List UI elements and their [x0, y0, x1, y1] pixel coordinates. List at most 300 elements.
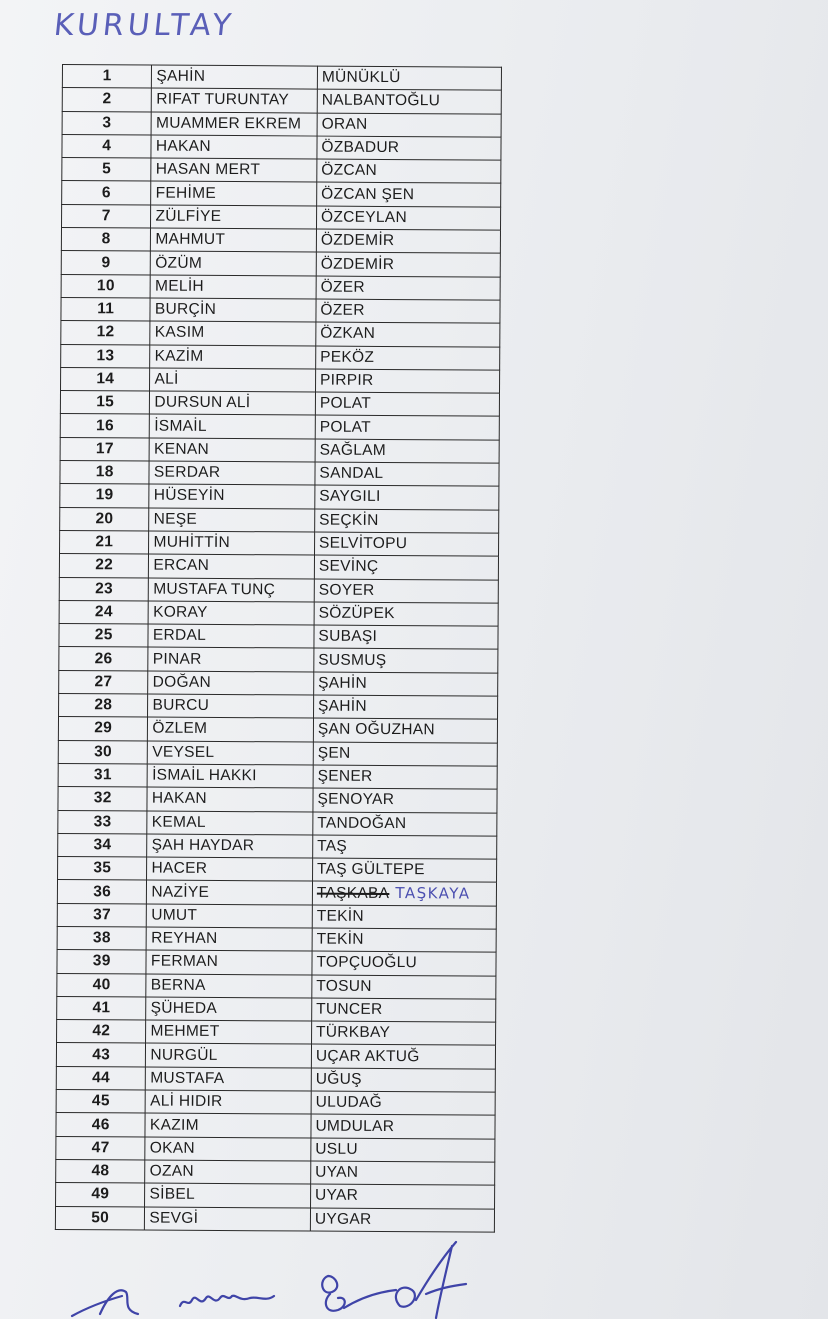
table-row: [61, 297, 500, 323]
table-row: [57, 973, 496, 999]
row-number: [61, 228, 151, 252]
last-name: [315, 439, 499, 463]
last-name: [314, 625, 498, 649]
row-number: [62, 134, 152, 158]
first-name-text: KEMAL: [151, 813, 206, 831]
last-name: [313, 835, 497, 859]
first-name-text: ZÜLFİYE: [155, 207, 222, 225]
first-name: [150, 391, 316, 415]
row-number-text: 40: [92, 975, 111, 994]
first-name: [151, 205, 317, 229]
row-number-text: 7: [101, 207, 111, 225]
table-row: [61, 274, 500, 300]
first-name: [147, 927, 313, 951]
last-name: [313, 718, 497, 742]
row-number-text: 21: [95, 533, 114, 551]
table-row: [61, 228, 500, 254]
first-name-text: SERDAR: [153, 463, 221, 482]
handwritten-heading: KURULTAY: [52, 8, 237, 43]
last-name: [317, 136, 501, 160]
first-name-text: SİBEL: [149, 1185, 196, 1204]
row-number: [62, 158, 152, 182]
row-number-text: 1: [102, 67, 112, 85]
row-number: [59, 694, 149, 718]
first-name: [147, 857, 313, 881]
last-name: [312, 881, 496, 905]
first-name: [146, 1020, 312, 1044]
last-name: [317, 183, 501, 207]
first-name-text: REYHAN: [151, 929, 218, 948]
row-number: [58, 833, 148, 857]
first-name-text: VEYSEL: [152, 743, 215, 761]
first-name-text: ALİ: [154, 370, 179, 388]
first-name: [149, 554, 315, 578]
first-name-text: FERMAN: [150, 952, 219, 971]
first-name: [147, 787, 313, 811]
first-name-text: UMUT: [151, 906, 198, 924]
first-name: [149, 601, 315, 625]
last-name-text: ÖZER: [320, 278, 365, 296]
last-name: [314, 579, 498, 603]
first-name-text: MUSTAFA TUNÇ: [153, 580, 276, 598]
table-row: [59, 624, 498, 650]
last-name-text: MÜNÜKLÜ: [321, 68, 401, 87]
row-number-text: 30: [94, 742, 112, 761]
last-name-text: UÇAR AKTUĞ: [315, 1047, 420, 1065]
last-name: [311, 1114, 495, 1138]
row-number: [57, 973, 147, 997]
first-name: [147, 904, 313, 928]
last-name: [315, 369, 499, 393]
table-row: [56, 1136, 495, 1162]
last-name-text: TUNCER: [316, 1000, 383, 1018]
first-name-text: ÖZÜM: [155, 254, 203, 272]
first-name-text: HACER: [151, 859, 208, 878]
last-name: [312, 905, 496, 929]
table-row: [58, 810, 497, 836]
table-row: [62, 65, 501, 91]
signatures: [60, 1236, 480, 1319]
row-number: [61, 367, 151, 391]
first-name-text: KASIM: [154, 323, 205, 342]
last-name-text: TEKİN: [316, 930, 364, 948]
first-name-text: PINAR: [152, 650, 202, 668]
row-number-text: 32: [93, 789, 112, 807]
first-name: [150, 345, 316, 369]
row-number-text: 16: [96, 416, 114, 434]
first-name-text: NEŞE: [153, 510, 198, 528]
table-row: [59, 577, 498, 603]
row-number-text: 18: [95, 463, 114, 481]
first-name-text: İSMAİL HAKKI: [152, 766, 257, 785]
first-name-text: MUAMMER EKREM: [156, 114, 302, 133]
row-number-text: 26: [94, 649, 113, 667]
first-name-text: KAZİM: [154, 347, 204, 365]
last-name-text: USLU: [315, 1140, 358, 1158]
row-number-text: 19: [95, 486, 114, 504]
row-number: [62, 181, 152, 205]
table-row: [62, 111, 501, 137]
last-name-text: ÖZDEMİR: [320, 255, 395, 273]
row-number: [59, 624, 149, 648]
last-name-text: ŞAN OĞUZHAN: [317, 721, 435, 739]
last-name: [312, 858, 496, 882]
table-row: [60, 461, 499, 487]
first-name: [149, 484, 315, 508]
row-number: [61, 297, 151, 321]
first-name: [149, 578, 315, 602]
last-name: [310, 1208, 494, 1232]
last-name-text: SUBAŞI: [318, 627, 378, 646]
first-name-text: NURGÜL: [150, 1046, 218, 1064]
last-name-text: ÖZDEMİR: [320, 231, 395, 250]
last-name: [315, 392, 499, 416]
last-name: [315, 416, 499, 440]
signature-1: [72, 1290, 138, 1316]
row-number-text: 20: [95, 509, 114, 528]
first-name: [148, 764, 314, 788]
first-name: [151, 135, 317, 159]
first-name: [148, 624, 314, 648]
row-number: [60, 437, 150, 461]
signature-4: [396, 1242, 466, 1318]
row-number: [60, 507, 150, 531]
last-name-text: POLAT: [319, 394, 372, 413]
table-row: [58, 833, 497, 859]
table-row: [59, 554, 498, 580]
first-name: [152, 88, 318, 112]
last-name: [311, 1021, 495, 1045]
first-name: [150, 368, 316, 392]
first-name: [150, 414, 316, 438]
row-number-text: 4: [102, 137, 112, 155]
last-name-text: ŞAHİN: [318, 674, 368, 692]
table-row: [60, 414, 499, 440]
last-name: [311, 1138, 495, 1162]
table-row: [56, 1113, 495, 1139]
last-name: [311, 1161, 495, 1185]
last-name: [317, 113, 501, 137]
row-number-text: 17: [95, 440, 114, 458]
row-number: [61, 344, 151, 368]
last-name: [313, 812, 497, 836]
first-name: [151, 251, 317, 275]
row-number: [56, 1043, 146, 1067]
table-row: [59, 647, 498, 673]
last-name-text: SÖZÜPEK: [318, 604, 395, 623]
last-name: [312, 975, 496, 999]
row-number-text: 38: [92, 929, 111, 947]
first-name-text: BURCU: [152, 696, 210, 715]
last-name-text: SEVİNÇ: [318, 557, 379, 576]
last-name-text: TANDOĞAN: [317, 814, 407, 832]
first-name-text: DOĞAN: [152, 673, 212, 691]
row-number: [56, 1183, 146, 1207]
table-row: [56, 1183, 495, 1209]
first-name-text: KENAN: [154, 440, 210, 458]
first-name-text: MAHMUT: [155, 230, 226, 249]
first-name: [151, 275, 317, 299]
row-number-text: 2: [102, 90, 112, 108]
table-row: [56, 1043, 495, 1069]
first-name: [145, 1160, 311, 1184]
first-name: [151, 182, 317, 206]
table-row: [57, 903, 496, 929]
row-number: [58, 763, 148, 787]
row-number-text: 10: [96, 277, 115, 295]
table-row: [59, 600, 498, 626]
last-name: [310, 1184, 494, 1208]
row-number-text: 49: [91, 1185, 110, 1203]
row-number: [61, 321, 151, 345]
row-number: [59, 647, 149, 671]
row-number: [59, 600, 149, 624]
row-number-text: 15: [96, 393, 115, 411]
first-name-text: MELİH: [155, 277, 205, 295]
row-number: [62, 65, 152, 89]
first-name-text: MUSTAFA: [150, 1069, 225, 1087]
table-row: [61, 367, 500, 393]
last-name-text: UMDULAR: [315, 1117, 395, 1135]
last-name: [314, 602, 498, 626]
last-name-text: SOYER: [318, 581, 375, 599]
first-name-text: ERCAN: [153, 556, 210, 575]
last-name: [314, 555, 498, 579]
first-name: [151, 228, 317, 252]
handwritten-correction: TAŞKAYA: [395, 884, 471, 903]
last-name-text: PEKÖZ: [320, 348, 375, 366]
last-name: [316, 252, 500, 276]
row-number-text: 5: [102, 160, 112, 178]
row-number: [60, 484, 150, 508]
table-row: [57, 1020, 496, 1046]
last-name-text: TEKİN: [316, 907, 364, 925]
first-name: [146, 950, 312, 974]
table-row: [60, 507, 499, 533]
row-number-text: 47: [91, 1138, 110, 1157]
last-name-text: SUSMUŞ: [318, 651, 387, 669]
table-row: [58, 857, 497, 883]
signature-3: [322, 1276, 396, 1311]
table-row: [61, 344, 500, 370]
row-number: [56, 1136, 146, 1160]
row-number: [59, 577, 149, 601]
last-name: [317, 89, 501, 113]
last-name-text: ULUDAĞ: [315, 1093, 383, 1112]
first-name-text: ERDAL: [152, 626, 207, 645]
last-name: [311, 1091, 495, 1115]
row-number-text: 14: [96, 370, 115, 388]
row-number: [56, 1113, 146, 1137]
row-number-text: 23: [95, 579, 113, 597]
first-name-text: BURÇİN: [154, 300, 217, 319]
first-name-text: HAKAN: [155, 137, 211, 155]
table-row: [61, 251, 500, 277]
last-name: [314, 532, 498, 556]
table-row: [57, 996, 496, 1022]
last-name-text: ÖZBADUR: [321, 138, 400, 157]
last-name-text: SELVİTOPU: [318, 534, 408, 553]
last-name: [313, 742, 497, 766]
row-number: [58, 787, 148, 811]
last-name-text: SEÇKİN: [319, 511, 379, 529]
first-name-text: HÜSEYİN: [153, 487, 225, 505]
first-name: [146, 1043, 312, 1067]
first-name-text: KORAY: [153, 603, 208, 621]
first-name: [147, 880, 313, 904]
row-number: [58, 717, 148, 741]
table-row: [56, 1090, 495, 1116]
last-name-text: TOPÇUOĞLU: [316, 953, 418, 972]
last-name: [313, 788, 497, 812]
row-number-text: 25: [94, 626, 113, 644]
last-name-text: SAĞLAM: [319, 441, 387, 459]
first-name-text: MUHİTTİN: [153, 533, 231, 552]
last-name-text: UYAR: [314, 1186, 359, 1205]
last-name: [312, 951, 496, 975]
row-number: [57, 903, 147, 927]
last-name: [315, 509, 499, 533]
last-name: [311, 1045, 495, 1069]
first-name-text: OKAN: [149, 1139, 196, 1157]
first-name-text: NAZİYE: [151, 883, 210, 901]
last-name-text: PIRPIR: [319, 371, 374, 389]
last-name: [316, 276, 500, 300]
table-row: [58, 740, 497, 766]
table-row: [59, 670, 498, 696]
first-name-text: ALİ HIDIR: [150, 1092, 223, 1111]
row-number: [56, 1066, 146, 1090]
first-name: [147, 811, 313, 835]
table-row: [58, 763, 497, 789]
row-number-text: 3: [102, 113, 112, 132]
last-name-text: NALBANTOĞLU: [321, 92, 441, 110]
row-number: [58, 810, 148, 834]
last-name-text: TAŞKABA: [316, 884, 390, 903]
last-name: [317, 159, 501, 183]
last-name-text: ÖZCAN: [321, 161, 378, 180]
row-number: [62, 204, 152, 228]
first-name-text: ŞAHİN: [156, 67, 206, 86]
first-name: [151, 158, 317, 182]
table-row: [62, 158, 501, 184]
table-row: [57, 880, 496, 906]
row-number-text: 42: [92, 1022, 111, 1040]
first-name-text: İSMAİL: [154, 417, 207, 435]
signature-2: [180, 1296, 274, 1306]
last-name-text: SAYGILI: [319, 488, 381, 506]
last-name-text: ŞAHİN: [317, 697, 367, 716]
first-name-text: BERNA: [150, 976, 206, 994]
names-table: [55, 64, 502, 1233]
row-number: [61, 251, 151, 275]
last-name: [313, 765, 497, 789]
first-name: [150, 298, 316, 322]
row-number: [60, 530, 150, 554]
row-number: [59, 554, 149, 578]
row-number-text: 6: [101, 183, 111, 201]
first-name-text: ÖZLEM: [152, 720, 208, 738]
row-number: [55, 1206, 145, 1230]
first-name: [150, 321, 316, 345]
row-number-text: 36: [93, 882, 112, 900]
row-number-text: 8: [101, 230, 111, 248]
row-number-text: 33: [93, 812, 112, 830]
names-table-body: [55, 65, 501, 1233]
last-name: [311, 1068, 495, 1092]
first-name-text: DURSUN ALİ: [154, 393, 251, 412]
last-name: [315, 462, 499, 486]
row-number: [62, 88, 152, 112]
row-number: [60, 391, 150, 415]
row-number-text: 45: [91, 1092, 110, 1110]
row-number-text: 41: [92, 999, 111, 1017]
last-name: [316, 299, 500, 323]
first-name: [148, 671, 314, 695]
table-row: [62, 204, 501, 230]
first-name: [145, 1207, 311, 1231]
row-number-text: 48: [91, 1162, 110, 1180]
table-row: [60, 530, 499, 556]
last-name-text: ŞEN: [317, 744, 351, 762]
last-name-text: UYGAR: [314, 1210, 372, 1228]
row-number-text: 39: [92, 952, 111, 970]
row-number-text: 34: [93, 836, 112, 854]
first-name-text: HAKAN: [151, 789, 207, 808]
table-row: [56, 1159, 495, 1185]
last-name-text: TAŞ: [317, 837, 348, 855]
table-row: [56, 1066, 495, 1092]
table-row: [60, 437, 499, 463]
first-name: [149, 461, 315, 485]
last-name: [316, 229, 500, 253]
first-name-text: KAZIM: [149, 1116, 199, 1134]
row-number-text: 22: [95, 556, 114, 574]
last-name-text: ÖZCEYLAN: [320, 208, 408, 227]
first-name: [147, 834, 313, 858]
first-name: [152, 112, 318, 136]
last-name: [313, 695, 497, 719]
last-name: [316, 322, 500, 346]
first-name: [145, 1113, 311, 1137]
row-number-text: 28: [94, 696, 113, 714]
first-name-text: HASAN MERT: [155, 160, 261, 179]
first-name: [148, 694, 314, 718]
table-row: [59, 694, 498, 720]
table-row: [58, 717, 497, 743]
table-row: [57, 926, 496, 952]
first-name: [146, 997, 312, 1021]
row-number: [60, 414, 150, 438]
table-row: [62, 134, 501, 160]
first-name: [149, 531, 315, 555]
row-number-text: 43: [92, 1045, 111, 1063]
first-name-text: RIFAT TURUNTAY: [156, 91, 290, 109]
last-name-text: ŞENER: [317, 767, 373, 785]
table-row: [55, 1206, 494, 1232]
first-name: [149, 508, 315, 532]
row-number-text: 9: [101, 253, 111, 271]
last-name-text: SANDAL: [319, 464, 384, 483]
last-name: [312, 928, 496, 952]
first-name-text: FEHİME: [155, 184, 217, 202]
row-number-text: 27: [94, 673, 113, 691]
last-name-text: UYAN: [315, 1163, 359, 1181]
table-row: [62, 88, 501, 114]
first-name: [148, 647, 314, 671]
row-number-text: 24: [94, 603, 113, 621]
last-name: [316, 206, 500, 230]
